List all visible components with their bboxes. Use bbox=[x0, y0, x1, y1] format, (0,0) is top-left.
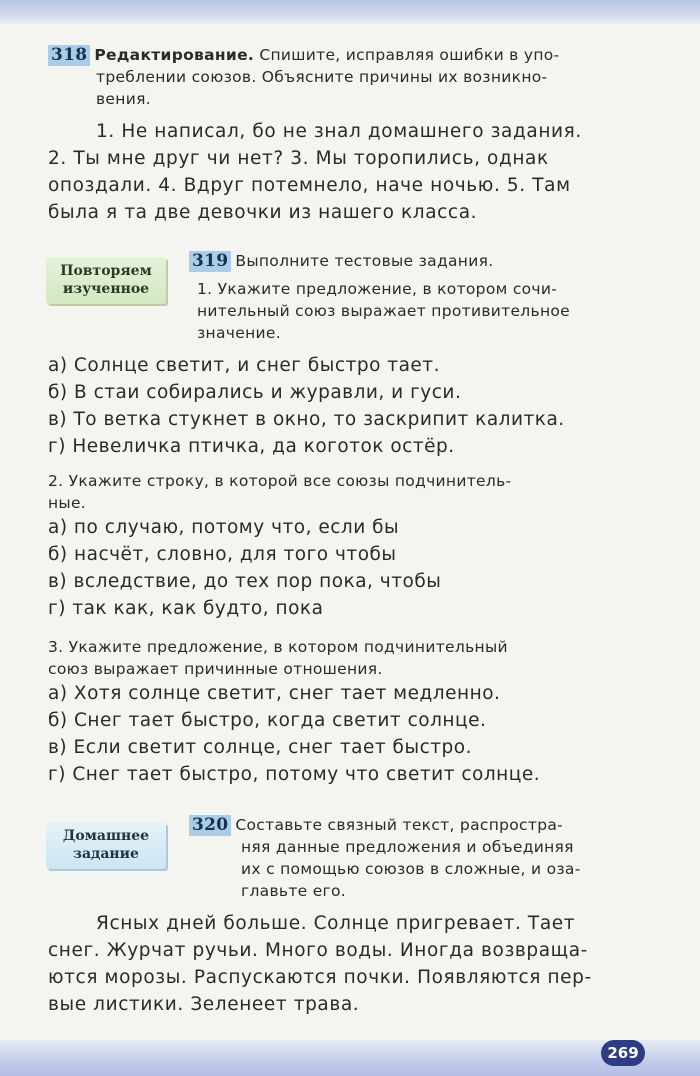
text-line: ются морозы. Распускаются почки. Появляются пер- bbox=[48, 967, 592, 988]
exercise-number: 320 bbox=[189, 815, 231, 836]
option-c: в) То ветка стукнет в окно, то заскрипит калитка. bbox=[48, 409, 565, 430]
option-a: а) Хотя солнце светит, снег тает медленно. bbox=[48, 683, 501, 704]
instruction-text: Выполните тестовые задания. bbox=[235, 252, 494, 270]
question-3-line: 3. Укажите предложение, в котором подчинительный bbox=[48, 638, 508, 656]
homework-label bbox=[46, 822, 166, 869]
instruction-line: вения. bbox=[96, 90, 151, 108]
question-1-line: 1. Укажите предложение, в котором сочи- bbox=[197, 280, 558, 298]
label-line: Домашнее bbox=[62, 828, 150, 844]
exercise-318-text bbox=[48, 118, 643, 226]
label-line: задание bbox=[73, 846, 139, 862]
option-c: в) вследствие, до тех пор пока, чтобы bbox=[48, 571, 442, 592]
bottom-decorative-band bbox=[0, 1040, 700, 1076]
text-line: 2. Ты мне друг чи нет? 3. Мы торопились, однак bbox=[48, 148, 549, 169]
option-d: г) Снег тает быстро, потому что светит солнце. bbox=[48, 764, 541, 785]
label-line: Повторяем bbox=[60, 263, 152, 279]
exercise-number: 318 bbox=[48, 45, 90, 66]
question-1-line: нительный союз выражает противительное bbox=[197, 302, 571, 320]
question-3-line: союз выражает причинные отношения. bbox=[48, 660, 383, 678]
option-d: г) так как, как будто, пока bbox=[48, 598, 324, 619]
instruction-line: Спишите, исправляя ошибки в упо- bbox=[259, 46, 560, 64]
question-3 bbox=[48, 636, 648, 788]
exercise-319 bbox=[189, 250, 644, 344]
review-label bbox=[46, 257, 166, 304]
instruction-line: главьте его. bbox=[241, 882, 347, 900]
text-line: Ясных дней больше. Солнце пригревает. Тает bbox=[96, 913, 576, 934]
text-line: 1. Не написал, бо не знал домашнего задания. bbox=[96, 121, 582, 142]
top-decorative-band bbox=[0, 0, 700, 24]
exercise-title: Редактирование. bbox=[94, 46, 255, 64]
option-b: б) В стаи собирались и журавли, и гуси. bbox=[48, 382, 462, 403]
page-number: 269 bbox=[601, 1040, 645, 1066]
option-b: б) насчёт, словно, для того чтобы bbox=[48, 544, 397, 565]
exercise-320 bbox=[189, 814, 644, 902]
question-2-line: 2. Укажите строку, в которой все союзы подчинитель- bbox=[48, 472, 512, 490]
text-line: снег. Журчат ручьи. Много воды. Иногда возвраща- bbox=[48, 940, 588, 961]
instruction-line: Составьте связный текст, распростра- bbox=[235, 816, 564, 834]
question-2-line: ные. bbox=[48, 494, 87, 512]
question-1-line: значение. bbox=[197, 324, 281, 342]
label-line: изученное bbox=[62, 281, 150, 297]
question-1-options bbox=[48, 352, 648, 460]
exercise-number: 319 bbox=[189, 251, 231, 272]
exercise-319-instruction bbox=[189, 250, 644, 272]
instruction-line: няя данные предложения и объединяя bbox=[241, 838, 574, 856]
text-line: была я та две девочки из нашего класса. bbox=[48, 202, 478, 223]
exercise-318 bbox=[48, 44, 643, 226]
text-line: опоздали. 4. Вдруг потемнело, наче ночью. 5. Там bbox=[48, 175, 571, 196]
exercise-318-instruction bbox=[48, 44, 643, 66]
text-line: вые листики. Зеленеет трава. bbox=[48, 994, 360, 1015]
instruction-line: треблении союзов. Объясните причины их возникно- bbox=[96, 68, 548, 86]
option-a: а) по случаю, потому что, если бы bbox=[48, 517, 400, 538]
exercise-320-text bbox=[48, 910, 648, 1018]
option-c: в) Если светит солнце, снег тает быстро. bbox=[48, 737, 472, 758]
option-a: а) Солнце светит, и снег быстро тает. bbox=[48, 355, 440, 376]
question-2 bbox=[48, 470, 648, 622]
option-d: г) Невеличка птичка, да коготок остёр. bbox=[48, 436, 455, 457]
exercise-320-instruction bbox=[189, 814, 644, 836]
option-b: б) Снег тает быстро, когда светит солнце. bbox=[48, 710, 487, 731]
instruction-line: их с помощью союзов в сложные, и оза- bbox=[241, 860, 581, 878]
